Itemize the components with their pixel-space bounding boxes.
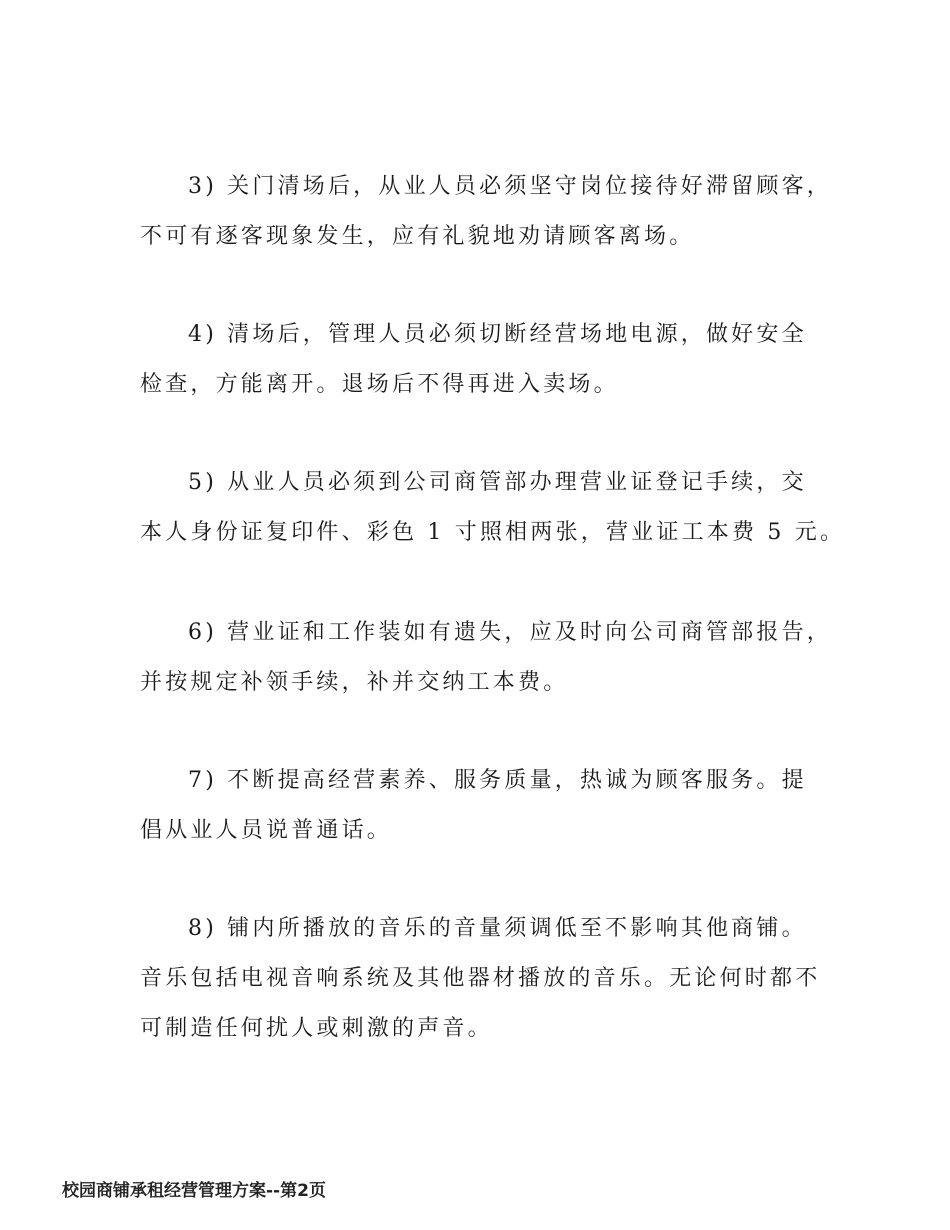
paragraph-item-5 — [140, 458, 846, 558]
paragraph-item-4 — [140, 310, 840, 410]
paragraph-line: 可制造任何扰人或刺激的声音。 — [140, 1016, 493, 1041]
paragraph-line: 音乐包括电视音响系统及其他器材播放的音乐。无论何时都不 — [140, 966, 821, 991]
paragraph-line: 本人身份证复印件、彩色 1 寸照相两张，营业证工本费 5 元。 — [140, 520, 846, 545]
paragraph-item-3 — [140, 162, 840, 262]
paragraph-line: 不可有逐客现象发生，应有礼貌地劝请顾客离场。 — [140, 224, 695, 249]
paragraph-line: 检查，方能离开。退场后不得再进入卖场。 — [140, 372, 619, 397]
paragraph-line: 6) 营业证和工作装如有遗失，应及时向公司商管部报告， — [188, 620, 832, 645]
paragraph-item-6 — [140, 608, 840, 708]
paragraph-line: 4) 清场后，管理人员必须切断经营场地电源，做好安全 — [188, 322, 807, 347]
paragraph-line: 并按规定补领手续，补并交纳工本费。 — [140, 670, 569, 695]
paragraph-line: 倡从业人员说普通话。 — [140, 818, 393, 843]
paragraph-line: 5) 从业人员必须到公司商管部办理营业证登记手续，交 — [188, 470, 807, 495]
paragraph-line: 7) 不断提高经营素养、服务质量，热诚为顾客服务。提 — [188, 768, 807, 793]
paragraph-item-7 — [140, 756, 840, 856]
paragraph-item-8 — [140, 904, 840, 1054]
page-footer: 校园商铺承租经营管理方案--第2页 — [62, 1181, 326, 1201]
paragraph-line: 3) 关门清场后，从业人员必须坚守岗位接待好滞留顾客， — [188, 174, 832, 199]
paragraph-line: 8) 铺内所播放的音乐的音量须调低至不影响其他商铺。 — [188, 916, 807, 941]
